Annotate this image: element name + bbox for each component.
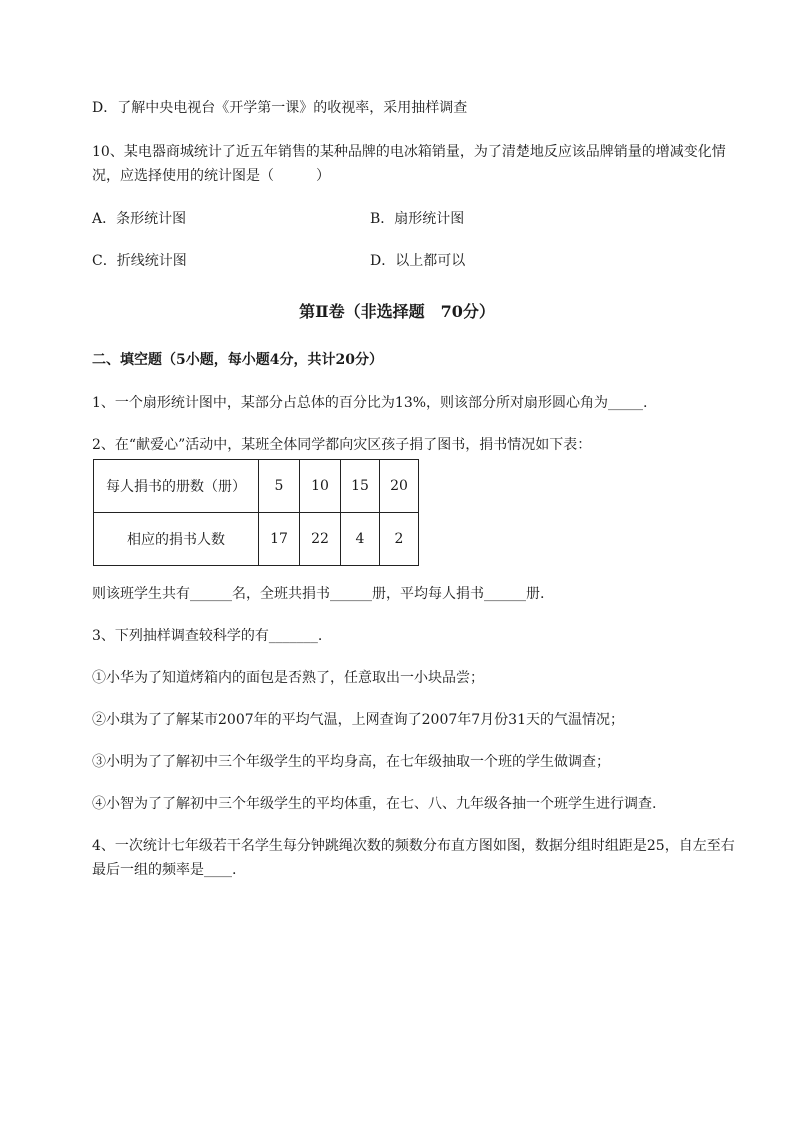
- table-cell: 17: [259, 513, 300, 566]
- q10-option-a: A．条形统计图: [92, 211, 187, 227]
- fill3-item-4: ④小智为了了解初中三个年级学生的平均体重，在七、八、九年级各抽一个班学生进行调查.: [92, 796, 657, 812]
- fill3-item-2: ②小琪为了了解某市2007年的平均气温，上网查询了2007年7月份31天的气温情况；: [92, 712, 624, 728]
- fill3-item-1: ①小华为了知道烤箱内的面包是否熟了，任意取出一小块品尝；: [92, 670, 484, 686]
- table-cell: 10: [300, 460, 341, 513]
- section2-heading: 二、填空题（5小题，每小题4分，共计20分）: [92, 352, 383, 368]
- q10-option-d: D．以上都可以: [370, 253, 466, 269]
- table-cell: 4: [341, 513, 380, 566]
- part2-title: 第Ⅱ卷（非选择题 70分）: [299, 302, 495, 321]
- q9-option-d: D．了解中央电视台《开学第一课》的收视率，采用抽样调查: [92, 100, 468, 116]
- table-row-label: 相应的捐书人数: [94, 513, 259, 566]
- table-cell: 5: [259, 460, 300, 513]
- fill2-stem: 2、在“献爱心”活动中，某班全体同学都向灾区孩子捐了图书，捐书情况如下表：: [92, 437, 592, 453]
- fill4-stem: 4、一次统计七年级若干名学生每分钟跳绳次数的频数分布直方图如图，数据分组时组距是25，自左至右最后一组的频率是____.: [92, 838, 735, 878]
- fill2-answer-line: 则该班学生共有______名，全班共捐书______册，平均每人捐书______册.: [92, 586, 545, 602]
- table-cell: 2: [380, 513, 419, 566]
- fill3-item-3: ③小明为了了解初中三个年级学生的平均身高，在七年级抽取一个班的学生做调查；: [92, 754, 610, 770]
- donation-table: [93, 459, 419, 566]
- table-cell: 22: [300, 513, 341, 566]
- q10-option-c: C．折线统计图: [92, 253, 187, 269]
- table-cell: 20: [380, 460, 419, 513]
- table-row: [94, 513, 419, 566]
- q10-stem: 10、某电器商城统计了近五年销售的某种品牌的电冰箱销量，为了清楚地反应该品牌销量的增减变化情况，应选择使用的统计图是（ ）: [92, 144, 726, 184]
- table-row: [94, 460, 419, 513]
- q10-option-b: B．扇形统计图: [370, 211, 465, 227]
- fill1-text: 1、一个扇形统计图中，某部分占总体的百分比为13%，则该部分所对扇形圆心角为_____.: [92, 395, 648, 411]
- fill3-stem: 3、下列抽样调查较科学的有_______.: [92, 628, 323, 644]
- table-cell: 15: [341, 460, 380, 513]
- table-row-label: 每人捐书的册数（册）: [94, 460, 259, 513]
